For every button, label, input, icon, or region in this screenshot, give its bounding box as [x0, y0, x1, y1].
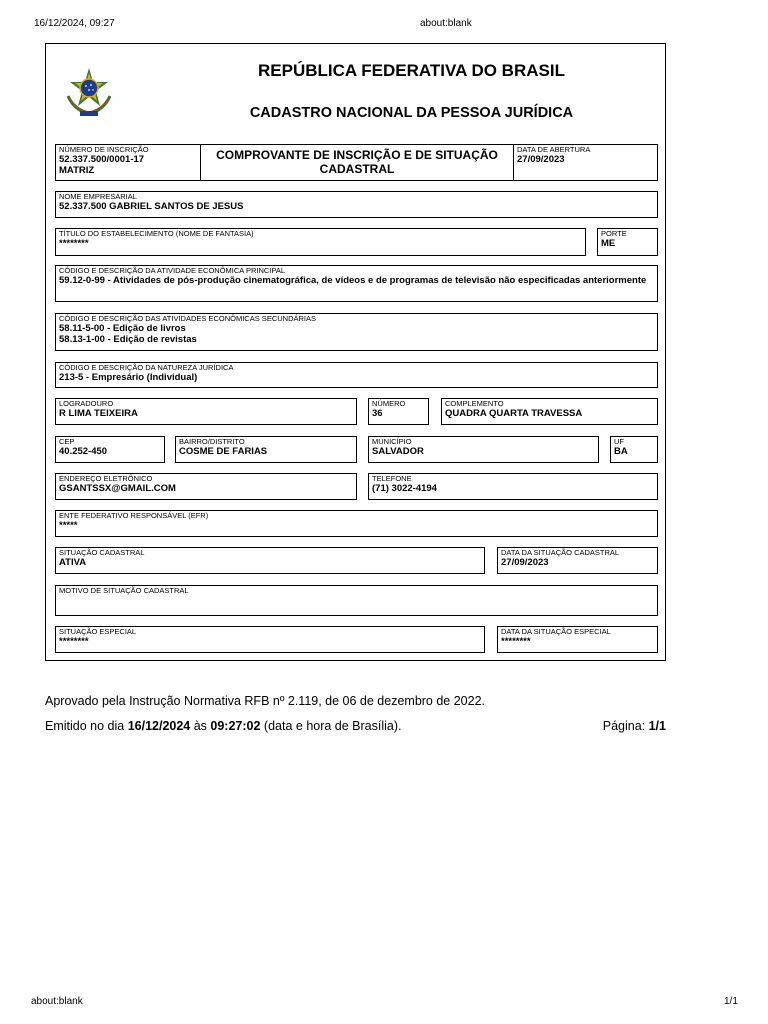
field-value-2: MATRIZ — [59, 165, 95, 176]
field-nome-fantasia — [55, 228, 586, 256]
print-footer-page: 1/1 — [724, 996, 738, 1007]
approval-note: Aprovado pela Instrução Normativa RFB nº 2.119, de 06 de dezembro de 2022. — [45, 694, 486, 708]
field-value: ***** — [59, 520, 78, 531]
field-label: COMPLEMENTO — [445, 399, 504, 408]
field-inscricao — [55, 144, 201, 181]
comprovante-title-line2: CADASTRAL — [319, 162, 395, 176]
field-value: 27/09/2023 — [501, 557, 549, 568]
field-label: TELEFONE — [372, 474, 412, 483]
field-value: 52.337.500/0001-17 — [59, 154, 145, 165]
field-label: NÚMERO — [372, 399, 406, 408]
field-label: CEP — [59, 437, 75, 446]
field-label: NÚMERO DE INSCRIÇÃO — [59, 145, 149, 154]
field-data-situacao — [497, 547, 658, 574]
print-footer-url: about:blank — [31, 996, 83, 1007]
field-value: ME — [601, 238, 616, 249]
page-label: Página: — [602, 719, 649, 733]
field-value: SALVADOR — [372, 446, 424, 457]
field-label: BAIRRO/DISTRITO — [179, 437, 245, 446]
field-value: ******** — [59, 238, 89, 249]
field-label: TÍTULO DO ESTABELECIMENTO (NOME DE FANTASIA) — [59, 229, 254, 238]
field-atividades-secundarias — [55, 313, 658, 351]
page-number — [603, 719, 666, 733]
print-url: about:blank — [420, 18, 472, 29]
field-value: R LIMA TEIXEIRA — [59, 408, 138, 419]
print-datetime: 16/12/2024, 09:27 — [34, 18, 115, 29]
field-label: DATA DA SITUAÇÃO CADASTRAL — [501, 548, 620, 557]
field-uf — [610, 436, 658, 463]
field-complemento — [441, 398, 658, 425]
field-situacao-especial — [55, 626, 485, 653]
field-value: ******** — [501, 636, 531, 647]
field-telefone — [368, 473, 658, 500]
field-bairro — [175, 436, 357, 463]
field-value: 36 — [372, 408, 383, 419]
field-label: DATA DA SITUAÇÃO ESPECIAL — [501, 627, 611, 636]
field-value-line2: 58.13-1-00 - Edição de revistas — [59, 334, 197, 345]
field-value: QUADRA QUARTA TRAVESSA — [445, 408, 583, 419]
field-motivo-situacao — [55, 585, 658, 616]
field-nome-empresarial — [55, 191, 658, 218]
field-value: 40.252-450 — [59, 446, 108, 457]
field-label: SITUAÇÃO CADASTRAL — [59, 548, 145, 557]
field-value: 27/09/2023 — [517, 154, 565, 165]
field-value: ******** — [59, 636, 89, 647]
emission-prefix: Emitido no dia — [45, 719, 128, 733]
field-value: 213-5 - Empresário (Individual) — [59, 372, 198, 383]
field-label: ENTE FEDERATIVO RESPONSÁVEL (EFR) — [59, 511, 209, 520]
field-numero — [368, 398, 429, 425]
field-value: (71) 3022-4194 — [372, 483, 437, 494]
page-subtitle: CADASTRO NACIONAL DA PESSOA JURÍDICA — [249, 105, 574, 121]
field-value: GSANTSSX@GMAIL.COM — [59, 483, 176, 494]
field-label: MUNICÍPIO — [372, 437, 412, 446]
field-data-situacao-especial — [497, 626, 658, 653]
field-atividade-principal — [55, 265, 658, 302]
field-label: ENDEREÇO ELETRÔNICO — [59, 474, 153, 483]
field-abertura — [513, 144, 658, 181]
field-logradouro — [55, 398, 357, 425]
comprovante-title-line1: COMPROVANTE DE INSCRIÇÃO E DE SITUAÇÃO — [216, 148, 498, 162]
emission-mid: às — [190, 719, 211, 733]
field-label: MOTIVO DE SITUAÇÃO CADASTRAL — [59, 586, 189, 595]
field-label: UF — [614, 437, 624, 446]
field-porte — [597, 228, 658, 256]
field-comprovante — [200, 144, 514, 181]
field-label: CÓDIGO E DESCRIÇÃO DA ATIVIDADE ECONÔMICA PRINCIPAL — [59, 266, 286, 275]
emission-time: 09:27:02 — [210, 719, 261, 733]
field-label: CÓDIGO E DESCRIÇÃO DA NATUREZA JURÍDICA — [59, 363, 234, 372]
page-title: REPÚBLICA FEDERATIVA DO BRASIL — [258, 61, 565, 80]
field-label: SITUAÇÃO ESPECIAL — [59, 627, 137, 636]
field-efr — [55, 510, 658, 537]
field-municipio — [368, 436, 599, 463]
field-label: NOME EMPRESARIAL — [59, 192, 137, 201]
field-cep — [55, 436, 165, 463]
field-label: PORTE — [601, 229, 627, 238]
field-email — [55, 473, 357, 500]
field-value: BA — [614, 446, 628, 457]
field-value: 52.337.500 GABRIEL SANTOS DE JESUS — [59, 201, 244, 212]
field-value-line1: 58.11-5-00 - Edição de livros — [59, 323, 186, 334]
emission-suffix: (data e hora de Brasília). — [260, 719, 402, 733]
field-value: 59.12-0-99 - Atividades de pós-produção cinematográfica, de vídeos e de programas de televisão não especificadas anteriormente — [59, 275, 647, 286]
field-label: DATA DE ABERTURA — [517, 145, 591, 154]
emission-note — [45, 719, 402, 733]
page-value: 1/1 — [648, 719, 666, 733]
field-natureza-juridica — [55, 362, 658, 388]
field-value: COSME DE FARIAS — [179, 446, 268, 457]
field-label: CÓDIGO E DESCRIÇÃO DAS ATIVIDADES ECONÔMICAS SECUNDÁRIAS — [59, 314, 316, 323]
field-situacao-cadastral — [55, 547, 485, 574]
emission-date: 16/12/2024 — [127, 719, 191, 733]
field-label: LOGRADOURO — [59, 399, 114, 408]
field-value: ATIVA — [59, 557, 87, 568]
